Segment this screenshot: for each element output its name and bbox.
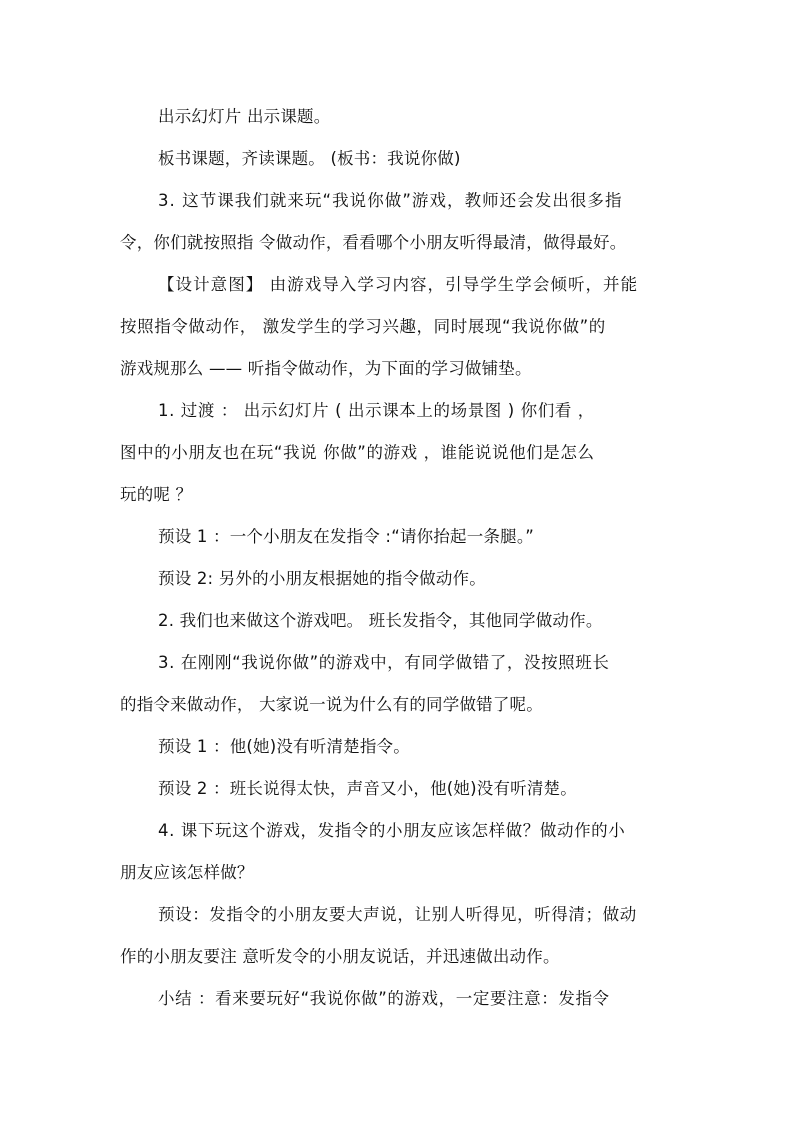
text-line-18: 4. 课下玩这个游戏，发指令的小朋友应该怎样做？做动作的小	[158, 821, 626, 840]
text-line-6: 按照指令做动作， 激发学生的学习兴趣，同时展现“我说你做”的	[120, 317, 606, 336]
text-line-3: 3. 这节课我们就来玩“我说你做”游戏，教师还会发出很多指	[158, 191, 623, 210]
text-line-11: 预设 1 ：一个小朋友在发指令 :“请你抬起一条腿。”	[158, 527, 535, 546]
text-line-12: 预设 2: 另外的小朋友根据她的指令做动作。	[158, 569, 486, 588]
text-line-7: 游戏规那么 —— 听指令做动作，为下面的学习做铺垫。	[120, 359, 532, 378]
text-line-22: 小结 ：看来要玩好“我说你做”的游戏，一定要注意：发指令	[158, 989, 610, 1008]
text-line-1: 出示幻灯片 出示课题。	[158, 107, 331, 126]
text-line-20: 预设：发指令的小朋友要大声说，让别人听得见，听得清；做动	[158, 905, 637, 924]
text-line-2: 板书课题，齐读课题。 (板书：我说你做)	[158, 149, 461, 168]
text-line-13: 2. 我们也来做这个游戏吧。 班长发指令，其他同学做动作。	[158, 611, 603, 630]
text-line-4: 令，你们就按照指 令做动作，看看哪个小朋友听得最清，做得最好。	[120, 233, 627, 252]
text-line-8: 1. 过渡 ： 出示幻灯片 ( 出示课本上的场景图 ) 你们看 ，	[158, 401, 595, 420]
text-line-21: 作的小朋友要注 意听发令的小朋友说话，并迅速做出动作。	[120, 947, 560, 966]
text-line-5: 【设计意图】 由游戏导入学习内容，引导学生学会倾听，并能	[158, 275, 639, 294]
text-line-15: 的指令来做动作， 大家说一说为什么有的同学做错了呢。	[120, 695, 543, 714]
text-line-9: 图中的小朋友也在玩“我说 你做”的游戏 ，谁能说说他们是怎么	[120, 443, 595, 462]
text-line-16: 预设 1 ：他(她)没有听清楚指令。	[158, 737, 410, 756]
text-line-19: 朋友应该怎样做？	[120, 863, 254, 882]
text-line-17: 预设 2 ：班长说得太快，声音又小，他(她)没有听清楚。	[158, 779, 577, 798]
text-line-10: 玩的呢 ？	[120, 485, 193, 504]
text-line-14: 3. 在刚刚“我说你做”的游戏中，有同学做错了，没按照班长	[158, 653, 610, 672]
